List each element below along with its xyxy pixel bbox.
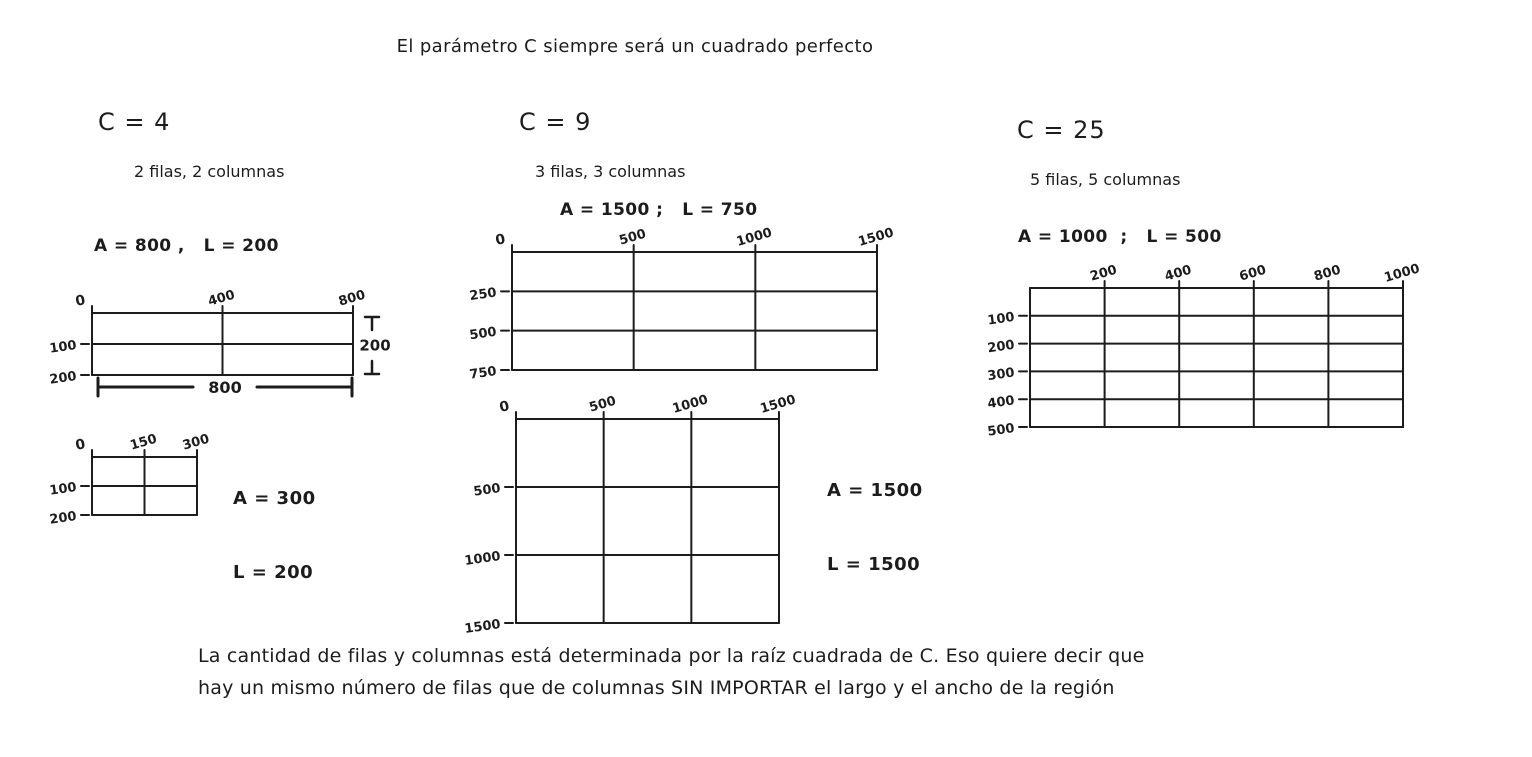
section-params-c25: A = 1000 ; L = 500 (1018, 227, 1222, 247)
side-label-area: A = 300 (233, 488, 316, 509)
axis-tick-label: 500 (617, 226, 648, 249)
axis-tick-label: 0 (497, 398, 511, 416)
axis-tick-label: 1500 (856, 225, 896, 250)
axis-tick-label: 800 (336, 287, 368, 310)
footer-text-line1: La cantidad de filas y columnas está determinada por la raíz cuadrada de C. Eso quiere decir que (198, 645, 1145, 667)
axis-tick-label: 300 (180, 431, 212, 454)
grid-c25 (987, 261, 1422, 439)
axis-tick-label: 1000 (670, 392, 710, 417)
grid-c9-wide (469, 225, 896, 382)
axis-tick-label: 200 (986, 337, 1016, 357)
axis-tick-label: 500 (472, 481, 502, 500)
axis-tick-label: 0 (73, 436, 87, 454)
axis-tick-label: 750 (468, 364, 498, 383)
axis-tick-label: 1500 (758, 392, 798, 417)
side-label-c9-square (827, 438, 923, 628)
axis-tick-label: 100 (48, 338, 78, 357)
section-subheading-c9: 3 filas, 3 columnas (535, 162, 686, 181)
section-params-c4: A = 800 , L = 200 (94, 236, 279, 256)
axis-tick-label: 400 (1163, 262, 1194, 285)
section-heading-c9: C = 9 (519, 108, 592, 136)
axis-tick-label: 500 (587, 393, 618, 416)
side-label-area: A = 1500 (827, 480, 923, 501)
axis-tick-label: 1000 (1382, 261, 1422, 286)
axis-tick-label: 1000 (463, 549, 502, 569)
axis-tick-label: 250 (468, 285, 498, 305)
axis-tick-label: 200 (1088, 262, 1119, 285)
footer-text-line2: hay un mismo número de filas que de columnas SIN IMPORTAR el largo y el ancho de la región (198, 677, 1115, 699)
axis-tick-label: 200 (48, 509, 78, 528)
axis-tick-label: 150 (128, 431, 159, 454)
dim-label-vertical: 200 (359, 336, 391, 355)
axis-tick-label: 0 (493, 231, 507, 249)
section-params-c9: A = 1500 ; L = 750 (560, 200, 758, 220)
axis-tick-label: 400 (986, 393, 1016, 412)
axis-tick-label: 200 (48, 369, 78, 388)
page-title: El parámetro C siempre será un cuadrado perfecto (396, 36, 874, 57)
axis-tick-label: 500 (468, 324, 498, 344)
axis-tick-label: 500 (986, 421, 1016, 440)
section-heading-c25: C = 25 (1017, 116, 1106, 144)
side-label-length: L = 200 (233, 562, 314, 583)
axis-tick-label: 600 (1237, 262, 1268, 285)
axis-tick-label: 100 (48, 480, 78, 499)
axis-tick-label: 400 (206, 287, 237, 310)
side-label-length: L = 1500 (827, 554, 921, 575)
axis-tick-label: 100 (986, 309, 1016, 329)
grid-c4-wide (49, 288, 391, 397)
axis-tick-label: 1500 (463, 617, 502, 637)
side-label-c4-small (233, 446, 316, 636)
grid-c4-small (49, 432, 212, 528)
section-heading-c4: C = 4 (98, 108, 171, 136)
dim-label-horizontal: 800 (208, 378, 242, 397)
section-subheading-c25: 5 filas, 5 columnas (1030, 170, 1181, 189)
grid-c9-square (464, 392, 798, 637)
section-subheading-c4: 2 filas, 2 columnas (134, 162, 285, 181)
axis-tick-label: 1000 (734, 225, 774, 250)
axis-tick-label: 300 (986, 365, 1016, 385)
axis-tick-label: 800 (1312, 262, 1343, 285)
axis-tick-label: 0 (73, 292, 87, 310)
